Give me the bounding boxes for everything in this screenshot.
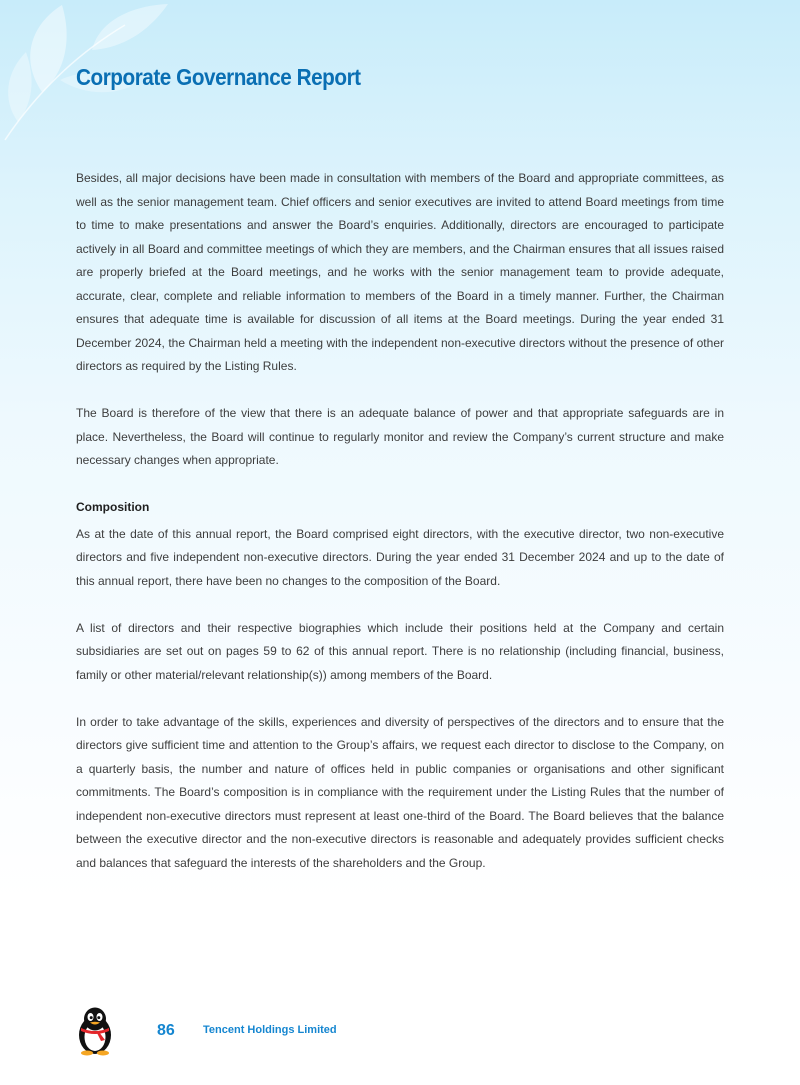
report-body xyxy=(76,167,724,899)
paragraph-director-biographies: A list of directors and their respective biographies which include their positions held at the Company and certain subsidiaries are set out on pages 59 to 62 of this annual report. There is no relationship (including financial, business, family or other material/relevant relationship(s)) among members of the Board. xyxy=(76,620,724,682)
paragraph-director-commitments: In order to take advantage of the skills, experiences and diversity of perspectives of the directors and to ensure that the directors give sufficient time and attention to the Group’s affairs, we request each director to disclose to the Company, on a quarterly basis, the number and nature of offices held in public companies or organisations and other significant commitments. The Board’s composition is in compliance with the requirement under the Listing Rules that the number of independent non-executive directors must represent at least one-third of the Board. The Board believes that the balance between the executive director and the non-executive directors is reasonable and adequately provides sufficient checks and balances that safeguard the interests of the shareholders and the Group. xyxy=(76,714,724,870)
paragraph-balance-of-power: The Board is therefore of the view that there is an adequate balance of power and that appropriate safeguards are in place. Nevertheless, the Board will continue to regularly monitor and review the Company’s current structure and make necessary changes when appropriate. xyxy=(76,406,724,467)
paragraph-major-decisions: Besides, all major decisions have been made in consultation with members of the Board and appropriate committees, as well as the senior management team. Chief officers and senior executives are invited to attend Board meetings from time to time to make presentations and answer the Board’s enquiries. Additionally, directors are encouraged to participate actively in all Board and committee meetings of which they are members, and the Chairman ensures that all issues raised are properly briefed at the Board meetings, and he works with the senior management team to provide adequate, accurate, clear, complete and reliable information to members of the Board in a timely manner. Further, the Chairman ensures that adequate time is available for discussion of all items at the Board meetings. During the year ended 31 December 2024, the Chairman held a meeting with the independent non-executive directors without the presence of other directors as required by the Listing Rules. xyxy=(76,171,724,373)
qq-penguin-icon xyxy=(74,1006,116,1056)
section-heading-composition: Composition xyxy=(76,500,150,514)
company-name: Tencent Holdings Limited xyxy=(203,1024,337,1036)
page-footer xyxy=(0,1000,800,1085)
page-title: Corporate Governance Report xyxy=(76,64,361,90)
page-number: 86 xyxy=(157,1022,175,1039)
paragraph-board-composition: As at the date of this annual report, the Board comprised eight directors, with the executive director, two non-executive directors and five independent non-executive directors. During the year ended 31 December 2024 and up to the date of this annual report, there have been no changes to the composition of the Board. xyxy=(76,526,724,588)
